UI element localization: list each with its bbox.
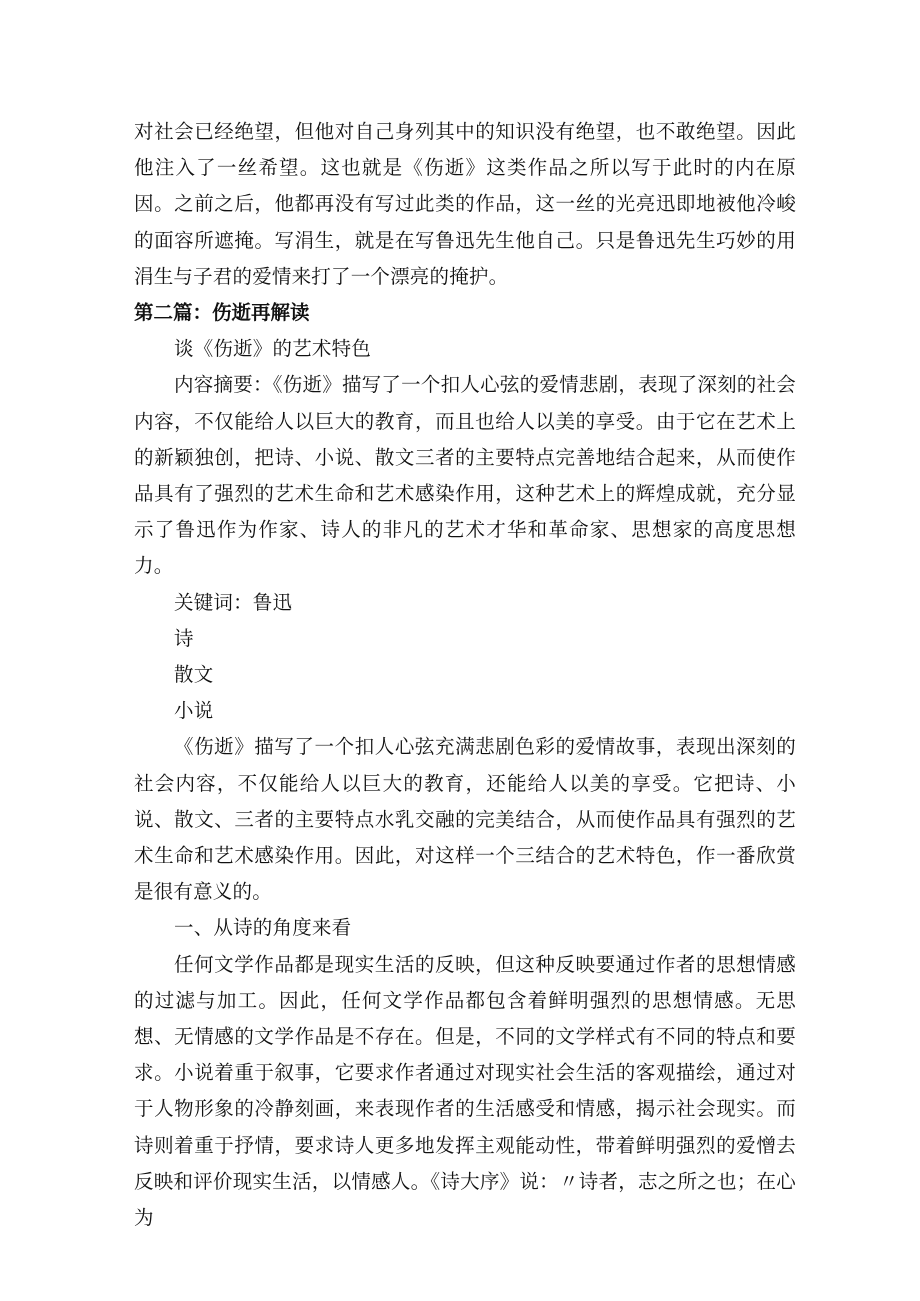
subsection-heading: 一、从诗的角度来看 (174, 916, 352, 940)
keyword-item: 诗 (174, 626, 194, 650)
document-body (134, 114, 796, 1236)
keyword-item: 小说 (174, 699, 214, 723)
body-paragraph: 任何文学作品都是现实生活的反映，但这种反映要通过作者的思想情感的过滤与加工。因此，任何文学作品都包含着鲜明强烈的思想情感。无思想、无情感的文学作品是不存在。但是，不同的文学样式有不同的特点和要求。小说着重于叙事，它要求作者通过对现实社会生活的客观描绘，通过对于人物形象的冷静刻画，来表现作者的生活感受和情感，揭示社会现实。而诗则着重于抒情，要求诗人更多地发挥主观能动性，带着鲜明强烈的爱憎去反映和评价现实生活，以情感人。《诗大序》说：〃诗者，志之所之也；在心为 (134, 952, 796, 1230)
article-title: 谈《伤逝》的艺术特色 (174, 337, 372, 361)
abstract-paragraph: 内容摘要：《伤逝》描写了一个扣人心弦的爱情悲剧，表现了深刻的社会内容，不仅能给人以巨大的教育，而且也给人以美的享受。由于它在艺术上的新颖独创，把诗、小说、散文三者的主要特点完善地结合起来，从而使作品具有了强烈的艺术生命和艺术感染作用，这种艺术上的辉煌成就，充分显示了鲁迅作为作家、诗人的非凡的艺术才华和革命家、思想家的高度思想力。 (134, 373, 796, 578)
body-paragraph: 《伤逝》描写了一个扣人心弦充满悲剧色彩的爱情故事，表现出深刻的社会内容，不仅能给人以巨大的教育，还能给人以美的享受。它把诗、小说、散文、三者的主要特点水乳交融的完美结合，从而使作品具有强烈的艺术生命和艺术感染作用。因此，对这样一个三结合的艺术特色，作一番欣赏是很有意义的。 (134, 735, 796, 904)
keyword-item: 散文 (174, 663, 214, 687)
paragraph-continuation: 对社会已经绝望，但他对自己身列其中的知识没有绝望，也不敢绝望。因此他注入了一丝希望。这也就是《伤逝》这类作品之所以写于此时的内在原因。之前之后，他都再没有写过此类的作品，这一丝的光亮迅即地被他冷峻的面容所遮掩。写涓生，就是在写鲁迅先生他自己。只是鲁迅先生巧妙的用涓生与子君的爱情来打了一个漂亮的掩护。 (134, 120, 796, 288)
section-heading: 第二篇：伤逝再解读 (134, 301, 310, 325)
keywords-label: 关键词：鲁迅 (174, 590, 293, 614)
